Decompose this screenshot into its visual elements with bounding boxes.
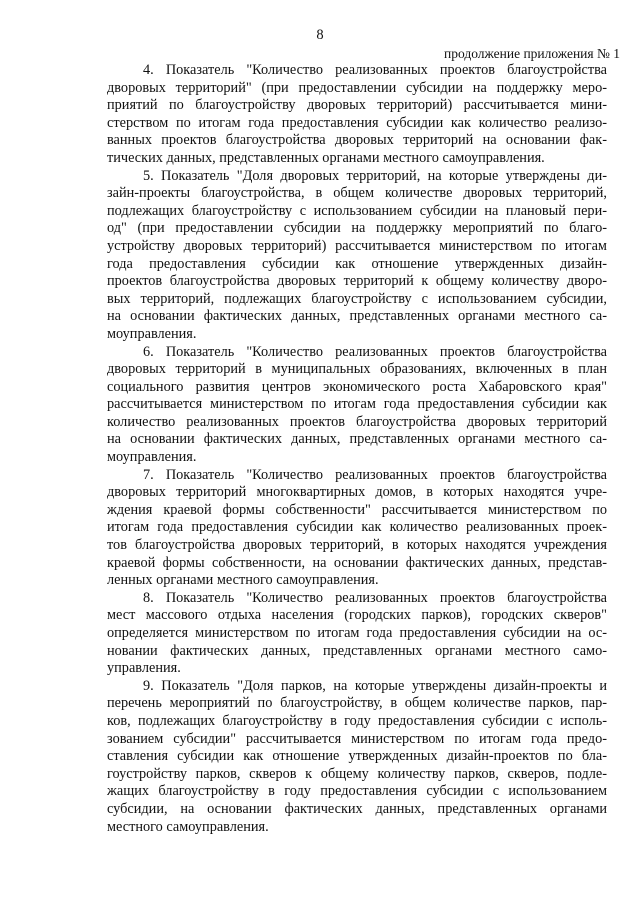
text-line: 8. Показатель "Количество реализованных проектов благоустройства: [143, 589, 607, 606]
text-line: тов благоустройства дворовых территорий, в которых находятся учреждения: [107, 537, 607, 554]
text-line: устройству дворовых территорий) рассчитывается министерством по итогам: [107, 237, 607, 254]
text-line: перечень мероприятий по благоустройству, в общем количестве парков, пар-: [107, 695, 607, 712]
text-line: ставления субсидии как отношение утвержденных дизайн-проектов по бла-: [107, 748, 607, 765]
text-line: вых территорий, подлежащих благоустройству с использованием субсидии,: [107, 290, 607, 307]
text-line: зованием субсидии" рассчитывается министерством по итогам года предо-: [107, 730, 607, 747]
text-line: количество реализованных проектов благоустройства дворовых территорий: [107, 413, 607, 430]
text-line: 5. Показатель "Доля дворовых территорий, на которые утверждены ди-: [143, 167, 607, 184]
paragraph-9: [107, 678, 607, 836]
text-line: жащих благоустройству в году предоставления субсидии с использованием: [107, 783, 607, 800]
text-line: ленных органами местного самоуправления.: [107, 572, 379, 589]
text-line: социального развития центров экономического роста Хабаровского края": [107, 378, 607, 395]
document-body: [107, 62, 607, 836]
text-line: од" (при предоставлении субсидии на поддержку мероприятий по благо-: [107, 220, 607, 237]
text-line: моуправления.: [107, 325, 197, 342]
text-line: года предоставления субсидии как отношение утвержденных дизайн-: [107, 255, 607, 272]
paragraph-5: [107, 168, 607, 344]
text-line: субсидии, на основании фактических данных, представленных органами: [107, 800, 607, 817]
text-line: 9. Показатель "Доля парков, на которые утверждены дизайн-проекты и: [143, 677, 607, 694]
text-line: управления.: [107, 660, 181, 677]
text-line: зайн-проекты благоустройства, в общем количестве дворовых территорий,: [107, 185, 607, 202]
text-line: 6. Показатель "Количество реализованных проектов благоустройства: [143, 343, 607, 360]
text-line: дворовых территорий многоквартирных домов, в которых находятся учре-: [107, 484, 607, 501]
page-number: 8: [316, 27, 324, 43]
text-line: 7. Показатель "Количество реализованных проектов благоустройства: [143, 466, 607, 483]
text-line: ванных проектов благоустройства дворовых территорий на основании фак-: [107, 132, 607, 149]
text-line: тических данных, представленных органами местного самоуправления.: [107, 149, 545, 166]
text-line: моуправления.: [107, 449, 197, 466]
text-line: дворовых территорий в муниципальных образованиях, включенных в план: [107, 361, 607, 378]
appendix-continuation-note: продолжение приложения № 1: [443, 46, 620, 61]
text-line: определяется министерством по итогам года предоставления субсидии на ос-: [107, 625, 607, 641]
text-line: приятий по благоустройству дворовых территорий) рассчитывается мини-: [107, 97, 607, 114]
text-line: ков, подлежащих благоустройству в году предоставления субсидии с исполь-: [107, 712, 607, 729]
text-line: подлежащих благоустройству с использованием субсидии на плановый пери-: [107, 202, 607, 219]
text-line: гоустройству парков, скверов к общему количеству парков, скверов, подле-: [107, 765, 607, 782]
text-line: ждения краевой формы собственности" рассчитывается министерством по: [107, 501, 607, 518]
text-line: итогам года предоставления субсидии как количество реализованных проек-: [107, 519, 607, 536]
text-line: на основании фактических данных, представленных органами местного са-: [107, 308, 607, 325]
text-line: местного самоуправления.: [107, 818, 269, 835]
text-line: дворовых территорий" (при предоставлении субсидии на поддержку меро-: [107, 79, 607, 96]
paragraph-6: [107, 344, 607, 467]
text-line: мест массового отдыха населения (городских парков), городских скверов": [107, 607, 607, 624]
text-line: проектов благоустройства дворовых территорий к общему количеству дворо-: [107, 273, 607, 290]
text-line: краевой формы собственности, на основании фактических данных, представ-: [107, 554, 607, 571]
paragraph-7: [107, 467, 607, 590]
text-line: на основании фактических данных, представленных органами местного са-: [107, 431, 607, 448]
text-line: новании фактических данных, представленных органами местного само-: [107, 642, 607, 659]
paragraph-8: [107, 590, 607, 678]
text-line: 4. Показатель "Количество реализованных проектов благоустройства: [143, 62, 607, 78]
text-line: стерством по итогам года предоставления субсидии как количество реализо-: [107, 114, 607, 131]
text-line: рассчитывается министерством по итогам года предоставления субсидии как: [107, 396, 607, 413]
paragraph-4: [107, 62, 607, 168]
